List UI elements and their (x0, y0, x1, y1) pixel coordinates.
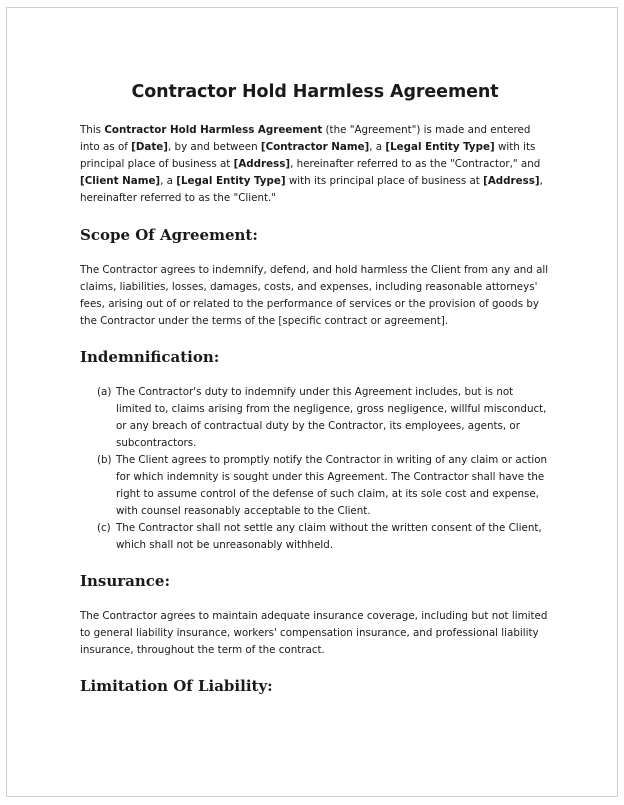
intro-text: (the "Agreement") is made and entered into as of (80, 124, 531, 153)
intro-text: This (80, 124, 105, 136)
list-marker: (a) (97, 386, 112, 398)
intro-text: , by and between (167, 141, 261, 153)
client-address-placeholder: [Address] (483, 175, 540, 187)
insurance-paragraph: The Contractor agrees to maintain adequate insurance coverage, including but not limited to general liability insurance, workers' compensation insurance, and professional liability insurance, throughout the term of the contract. (80, 610, 548, 656)
intro-paragraph (80, 122, 550, 207)
list-marker: (b) (97, 454, 112, 466)
contractor-address-placeholder: [Address] (233, 158, 291, 170)
intro-text: , hereinafter referred to as the "Contractor," and (290, 158, 541, 170)
document-content (80, 80, 550, 696)
scope-paragraph: The Contractor agrees to indemnify, defend, and hold harmless the Client from any and all claims, liabilities, losses, damages, costs, and expenses, including reasonable attorneys' fees, arising out of or related to the performance of services or the provision of goods by the Contractor under the terms of the [specific contract or agreement]. (80, 264, 549, 327)
scope-heading: Scope Of Agreement: (80, 226, 258, 244)
indemnification-heading: Indemnification: (80, 348, 220, 366)
intro-text: with its principal place of business at (285, 175, 484, 187)
intro-text: , a (160, 175, 177, 187)
limitation-heading: Limitation Of Liability: (80, 677, 273, 695)
list-item (80, 384, 550, 452)
agreement-name: Contractor Hold Harmless Agreement (104, 124, 323, 136)
list-item-text: The Client agrees to promptly notify the Contractor in writing of any claim or action for which indemnity is sought under this Agreement. The Contractor shall have the right to assume control of the defense of such claim, at its sole cost and expense, with counsel reasonably acceptable to the Client. (116, 454, 548, 517)
intro-text: , hereinafter referred to as the "Client." (80, 175, 543, 204)
contractor-entity-type-placeholder: [Legal Entity Type] (385, 141, 495, 153)
document-page (6, 7, 618, 797)
list-marker: (c) (97, 522, 111, 534)
contractor-name-placeholder: [Contractor Name] (260, 141, 370, 153)
indemnification-list (80, 384, 550, 554)
insurance-heading: Insurance: (80, 572, 171, 590)
list-item-text: The Contractor shall not settle any claim without the written consent of the Client, which shall not be unreasonably withheld. (116, 522, 542, 551)
list-item (80, 452, 550, 520)
intro-text: , a (369, 141, 386, 153)
date-placeholder: [Date] (131, 141, 168, 153)
client-name-placeholder: [Client Name] (80, 175, 161, 187)
document-title: Contractor Hold Harmless Agreement (131, 82, 499, 102)
list-item (80, 520, 550, 554)
client-entity-type-placeholder: [Legal Entity Type] (176, 175, 286, 187)
intro-text: with its principal place of business at (80, 141, 536, 170)
list-item-text: The Contractor's duty to indemnify under this Agreement includes, but is not limited to, claims arising from the negligence, gross negligence, willful misconduct, or any breach of contractual duty by the Contractor, its employees, agents, or subcontractors. (116, 386, 547, 449)
